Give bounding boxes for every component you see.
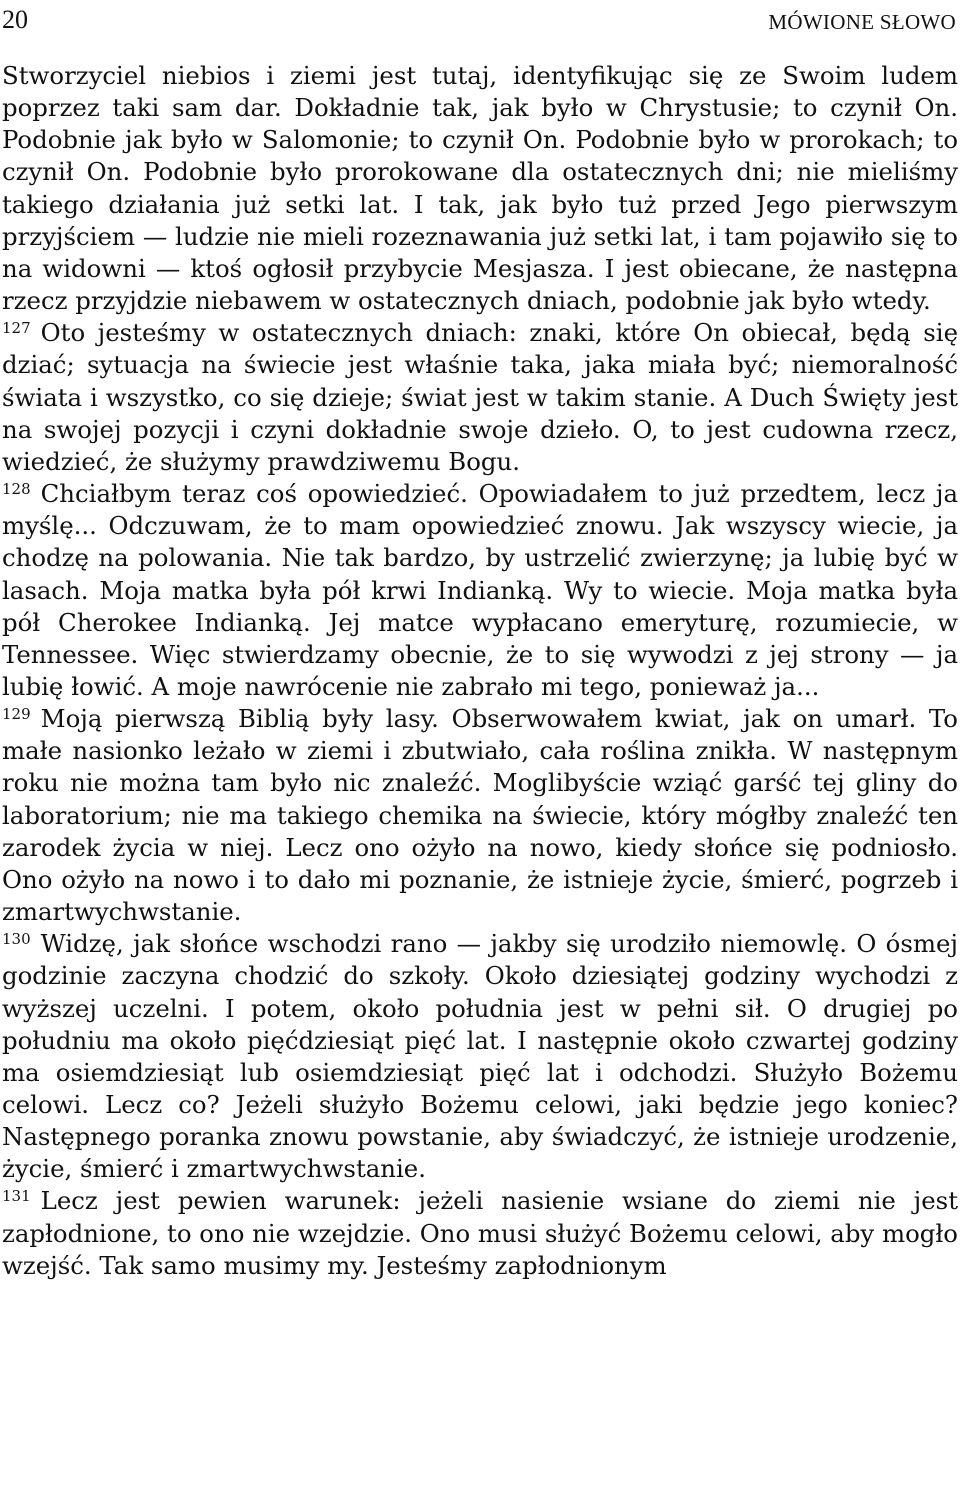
paragraph-number: 127 [2,319,31,338]
paragraph-text: Stworzyciel niebios i ziemi jest tutaj, identyfikując się ze Swoim ludem poprzez taki sam dar. Dokładnie tak, jak było w Chrystusie; to czynił On. Podobnie jak było w Salomonie; to czynił On. Podobnie było w prorokach; to czynił On. Podobnie było prorokowane dla ostatecznych dni; nie mieliśmy takiego działania już setki lat. I tak, jak było tuż przed Jego pierwszym przyjściem — ludzie nie mieli rozeznawania już setki lat, i tam pojawiło się to na widowni — ktoś ogłosił przybycie Mesjasza. I jest obiecane, że następna rzecz przyjdzie niebawem w ostatecznych dniach, podobnie jak było wtedy. [2,61,958,316]
paragraph-number: 130 [2,930,31,949]
running-title: MÓWIONE SŁOWO [768,10,956,34]
body-text [2,60,958,1282]
paragraph-129 [2,703,958,928]
paragraph-number: 128 [2,480,31,499]
page-number: 20 [2,5,28,34]
paragraph-text: Lecz jest pewien warunek: jeżeli nasienie wsiane do ziemi nie jest zapłodnione, to ono nie wzejdzie. Ono musi służyć Bożemu celowi, aby mogło wzejść. Tak samo musimy my. Jesteśmy zapłodnionym [2,1186,958,1280]
paragraph-130 [2,928,958,1185]
paragraph-text: Widzę, jak słońce wschodzi rano — jakby się urodziło niemowlę. O ósmej godzinie zaczyna chodzić do szkoły. Około dziesiątej godziny wychodzi z wyższej uczelni. I potem, około południa jest w pełni sił. O drugiej po południu ma około pięćdziesiąt pięć lat. I następnie około czwartej godziny ma osiemdziesiąt lub osiemdziesiąt pięć lat i odchodzi. Służyło Bożemu celowi. Lecz co? Jeżeli służyło Bożemu celowi, jaki będzie jego koniec? Następnego poranka znowu powstanie, aby świadczyć, że istnieje urodzenie, życie, śmierć i zmartwychwstanie. [2,929,958,1184]
paragraph-131 [2,1185,958,1281]
paragraph-126 [2,60,958,317]
paragraph-text: Chciałbym teraz coś opowiedzieć. Opowiadałem to już przedtem, lecz ja myślę... Odczuwam, że to mam opowiedzieć znowu. Jak wszyscy wiecie, ja chodzę na polowania. Nie tak bardzo, by ustrzelić zwierzynę; ja lubię być w lasach. Moja matka była pół krwi Indianką. Wy to wiecie. Moja matka była pół Cherokee Indianką. Jej matce wypłacano emeryturę, rozumiecie, w Tennessee. Więc stwierdzamy obecnie, że to się wywodzi z jej strony — ja lubię łowić. A moje nawrócenie nie zabrało mi tego, ponieważ ja... [2,479,958,701]
paragraph-text: Oto jesteśmy w ostatecznych dniach: znaki, które On obiecał, będą się dziać; sytuacja na świecie jest właśnie taka, jaka miała być; niemoralność świata i wszystko, co się dzieje; świat jest w takim stanie. A Duch Święty jest na swojej pozycji i czyni dokładnie swoje dzieło. O, to jest cudowna rzecz, wiedzieć, że służymy prawdziwemu Bogu. [2,318,958,476]
paragraph-127 [2,317,958,478]
page-header [2,4,956,36]
paragraph-number: 129 [2,705,31,724]
paragraph-text: Moją pierwszą Biblią były lasy. Obserwowałem kwiat, jak on umarł. To małe nasionko leżało w ziemi i zbutwiało, cała roślina znikła. W następnym roku nie można tam było nic znaleźć. Moglibyście wziąć garść tej gliny do laboratorium; nie ma takiego chemika na świecie, który mógłby znaleźć ten zarodek życia w niej. Lecz ono ożyło na nowo, kiedy słońce się podniosło. Ono ożyło na nowo i to dało mi poznanie, że istnieje życie, śmierć, pogrzeb i zmartwychwstanie. [2,704,958,927]
paragraph-128 [2,478,958,703]
paragraph-number: 131 [2,1187,31,1206]
